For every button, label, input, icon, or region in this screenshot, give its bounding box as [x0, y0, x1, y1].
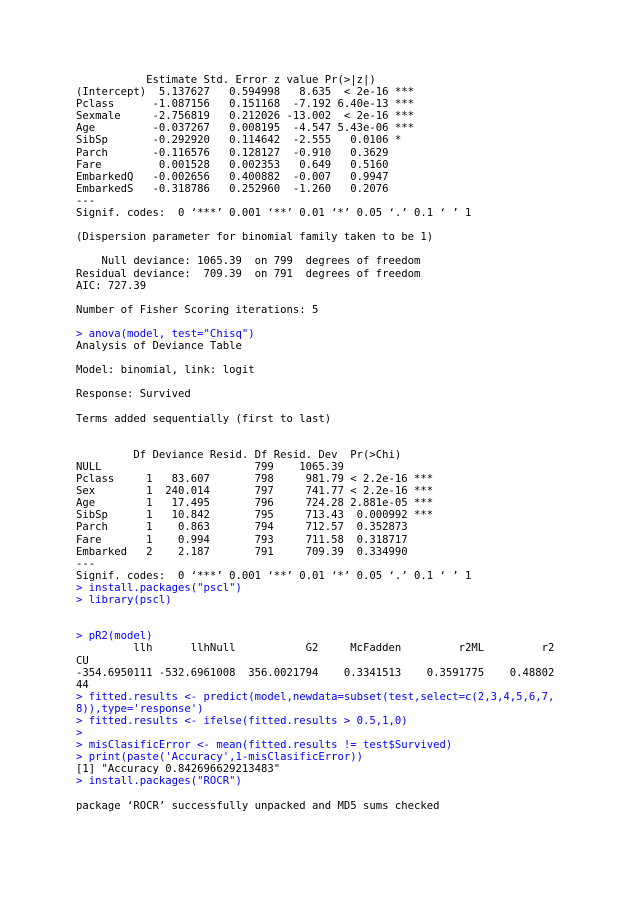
console-output-line: Df Deviance Resid. Df Resid. Dev Pr(>Chi)	[76, 448, 427, 461]
console-command-line: > install.packages("pscl")	[76, 581, 242, 594]
console-output-line: Signif. codes: 0 ‘***’ 0.001 ‘**’ 0.01 ‘*’ 0.05 ‘.’ 0.1 ‘ ’ 1	[76, 569, 472, 582]
console-output-line: [1] "Accuracy 0.842696629213483"	[76, 763, 281, 776]
console-output-line: Null deviance: 1065.39 on 799 degrees of freedom	[76, 255, 421, 268]
r-console-output	[76, 74, 632, 812]
console-output-line: EmbarkedS -0.318786 0.252960 -1.260 0.2076	[76, 182, 415, 195]
console-command-line: >	[76, 727, 83, 740]
console-command-line: > print(paste('Accuracy',1-misClasificError))	[76, 751, 364, 764]
console-output-line: Estimate Std. Error z value Pr(>|z|)	[76, 74, 402, 86]
console-blank-line	[76, 788, 632, 800]
console-output-line: Age 1 17.495 796 724.28 2.881e-05 ***	[76, 497, 434, 510]
console-output-line: Embarked 2 2.187 791 709.39 0.334990	[76, 545, 434, 558]
console-command-line: > pR2(model)	[76, 630, 153, 643]
console-output-line: 44	[76, 678, 96, 691]
console-output-line: (Dispersion parameter for binomial family taken to be 1)	[76, 231, 434, 244]
console-output-line: ---	[76, 194, 96, 207]
console-command-line: > misClasificError <- mean(fitted.results != test$Survived)	[76, 739, 453, 752]
console-output-line: Parch -0.116576 0.128127 -0.910 0.3629	[76, 146, 415, 159]
console-blank-line	[76, 618, 632, 630]
console-output-line: SibSp 1 10.842 795 713.43 0.000992 ***	[76, 509, 434, 522]
console-output-line: Number of Fisher Scoring iterations: 5	[76, 303, 319, 316]
console-command-line: > library(pscl)	[76, 594, 172, 607]
console-blank-line	[76, 606, 632, 618]
console-command-line: 8)),type='response')	[76, 702, 204, 715]
console-blank-line	[76, 376, 632, 388]
console-blank-line	[76, 401, 632, 413]
console-output-line: Fare 0.001528 0.002353 0.649 0.5160	[76, 158, 415, 171]
console-blank-line	[76, 437, 632, 449]
console-output-line: Sex 1 240.014 797 741.77 < 2.2e-16 ***	[76, 485, 434, 498]
console-output-line: llh llhNull G2 McFadden r2ML r2	[76, 642, 555, 655]
console-output-line: Parch 1 0.863 794 712.57 0.352873	[76, 521, 434, 534]
console-output-line: Residual deviance: 709.39 on 791 degrees of freedom	[76, 267, 421, 280]
console-output-line: Age -0.037267 0.008195 -4.547 5.43e-06 ***	[76, 122, 415, 135]
console-output-line: Pclass -1.087156 0.151168 -7.192 6.40e-13 ***	[76, 98, 415, 111]
console-output-line: Signif. codes: 0 ‘***’ 0.001 ‘**’ 0.01 ‘*’ 0.05 ‘.’ 0.1 ‘ ’ 1	[76, 207, 472, 220]
console-command-line: > anova(model, test="Chisq")	[76, 327, 255, 340]
console-blank-line	[76, 243, 632, 255]
console-blank-line	[76, 316, 632, 328]
console-output-line: Pclass 1 83.607 798 981.79 < 2.2e-16 ***	[76, 473, 434, 486]
console-output-line: EmbarkedQ -0.002656 0.400882 -0.007 0.9947	[76, 170, 415, 183]
console-output-line: -354.6950111 -532.6961008 356.0021794 0.3341513 0.3591775 0.48802	[76, 666, 555, 679]
console-command-line: > fitted.results <- ifelse(fitted.results > 0.5,1,0)	[76, 714, 408, 727]
console-output-line: CU	[76, 654, 96, 667]
console-output-line: AIC: 727.39	[76, 279, 147, 292]
console-blank-line	[76, 425, 632, 437]
console-command-line: > fitted.results <- predict(model,newdata=subset(test,select=c(2,3,4,5,6,7,	[76, 690, 555, 703]
console-blank-line	[76, 352, 632, 364]
console-output-line: Fare 1 0.994 793 711.58 0.318717	[76, 533, 434, 546]
console-command-line: > install.packages("ROCR")	[76, 775, 242, 788]
console-output-line: NULL 799 1065.39	[76, 461, 434, 473]
console-output-line: Analysis of Deviance Table	[76, 340, 242, 353]
console-output-line: Model: binomial, link: logit	[76, 364, 255, 377]
console-output-line: (Intercept) 5.137627 0.594998 8.635 < 2e-16 ***	[76, 86, 415, 99]
console-output-line: SibSp -0.292920 0.114642 -2.555 0.0106 *	[76, 134, 415, 147]
console-output-line: ---	[76, 557, 96, 570]
console-output-line: Sexmale -2.756819 0.212026 -13.002 < 2e-16 ***	[76, 110, 415, 123]
console-output-line: package ‘ROCR’ successfully unpacked and MD5 sums checked	[76, 799, 440, 812]
console-blank-line	[76, 292, 632, 304]
console-output-line: Terms added sequentially (first to last)	[76, 412, 332, 425]
console-blank-line	[76, 219, 632, 231]
console-output-line: Response: Survived	[76, 388, 191, 401]
